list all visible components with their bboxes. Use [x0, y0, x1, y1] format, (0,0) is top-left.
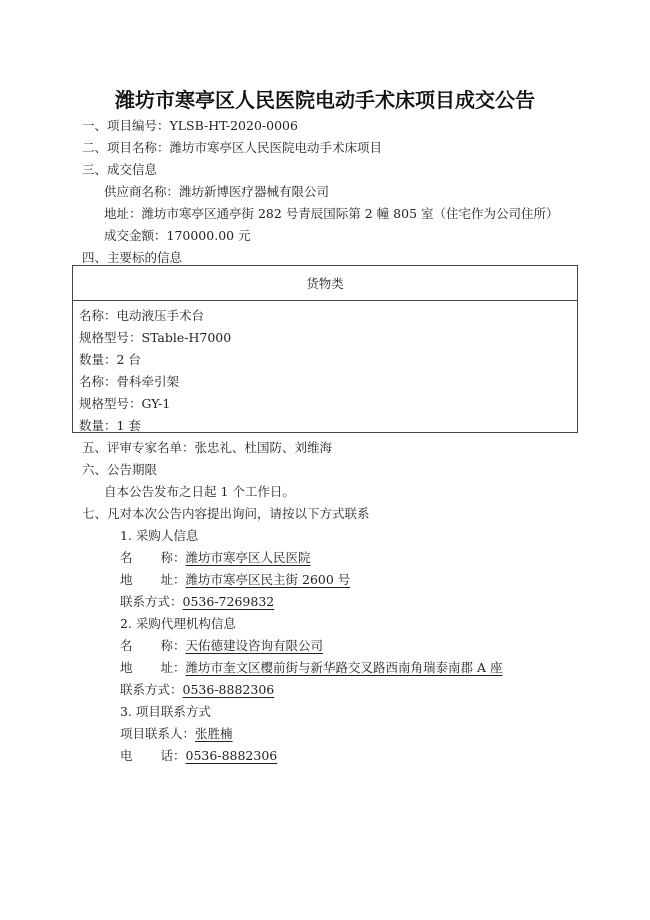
goods-row: 名称：骨科牵引架 [79, 374, 180, 389]
project-contact-person: 张胜楠 [195, 726, 233, 741]
agency-heading: 2. 采购代理机构信息 [120, 616, 236, 631]
phone-label: 电 [120, 748, 133, 763]
notice-period-heading: 六、公告期限 [82, 462, 158, 477]
project-number: 一、项目编号：YLSB-HT-2020-0006 [82, 118, 298, 133]
page-title: 潍坊市寒亭区人民医院电动手术床项目成交公告 [115, 88, 535, 112]
goods-row: 数量：2 台 [79, 352, 141, 367]
name-label: 称： [160, 550, 186, 565]
main-items-heading: 四、主要标的信息 [82, 250, 183, 265]
deal-info-heading: 三、成交信息 [82, 162, 158, 177]
expert-list: 五、评审专家名单：张忠礼、杜国防、刘维海 [82, 440, 333, 455]
name-label: 名 [120, 638, 133, 653]
address-label: 地 [120, 572, 133, 587]
phone-label: 话： [160, 748, 186, 763]
agency-address-row [120, 660, 503, 676]
project-contact-phone: 0536-8882306 [185, 748, 278, 763]
agency-phone: 0536-8882306 [182, 682, 275, 697]
agency-name: 天佑德建设咨询有限公司 [185, 638, 324, 653]
project-contact-person-row [120, 726, 233, 742]
deal-amount: 成交金额：170000.00 元 [104, 228, 251, 243]
project-name: 二、项目名称：潍坊市寒亭区人民医院电动手术床项目 [82, 140, 383, 155]
goods-row: 规格型号：STable-H7000 [79, 330, 232, 345]
contact-label: 联系方式： [120, 682, 183, 697]
name-label: 名 [120, 550, 133, 565]
notice-period-text: 自本公告发布之日起 1 个工作日。 [104, 484, 295, 499]
supplier-name: 供应商名称：潍坊新博医疗器械有限公司 [104, 184, 330, 199]
agency-name-row [120, 638, 323, 654]
contact-heading: 七、凡对本次公告内容提出询问，请按以下方式联系 [82, 506, 370, 521]
supplier-address: 地址：潍坊市寒亭区通亭街 282 号青辰国际第 2 幢 805 室（住宅作为公司住所） [104, 206, 559, 221]
project-contact-heading: 3. 项目联系方式 [120, 704, 211, 719]
agency-address: 潍坊市奎文区樱前街与新华路交叉路西南角瑞泰南郡 A 座 [185, 660, 503, 675]
project-contact-phone-row [120, 748, 277, 764]
contact-label: 联系方式： [120, 594, 183, 609]
goods-row: 数量：1 套 [79, 418, 141, 433]
purchaser-name-row [120, 550, 311, 566]
purchaser-name: 潍坊市寒亭区人民医院 [185, 550, 311, 565]
address-label: 地 [120, 660, 133, 675]
purchaser-address-row [120, 572, 350, 588]
goods-row: 名称：电动液压手术台 [79, 308, 205, 323]
purchaser-address: 潍坊市寒亭区民主街 2600 号 [185, 572, 351, 587]
goods-table [72, 265, 578, 433]
address-label: 址： [160, 660, 186, 675]
person-label: 项目联系人： [120, 726, 196, 741]
purchaser-phone: 0536-7269832 [182, 594, 275, 609]
purchaser-contact-row [120, 594, 274, 610]
goods-table-header: 货物类 [73, 266, 577, 301]
agency-contact-row [120, 682, 274, 698]
goods-row: 规格型号：GY-1 [79, 396, 171, 411]
purchaser-heading: 1. 采购人信息 [120, 528, 199, 543]
name-label: 称： [160, 638, 186, 653]
address-label: 址： [160, 572, 186, 587]
